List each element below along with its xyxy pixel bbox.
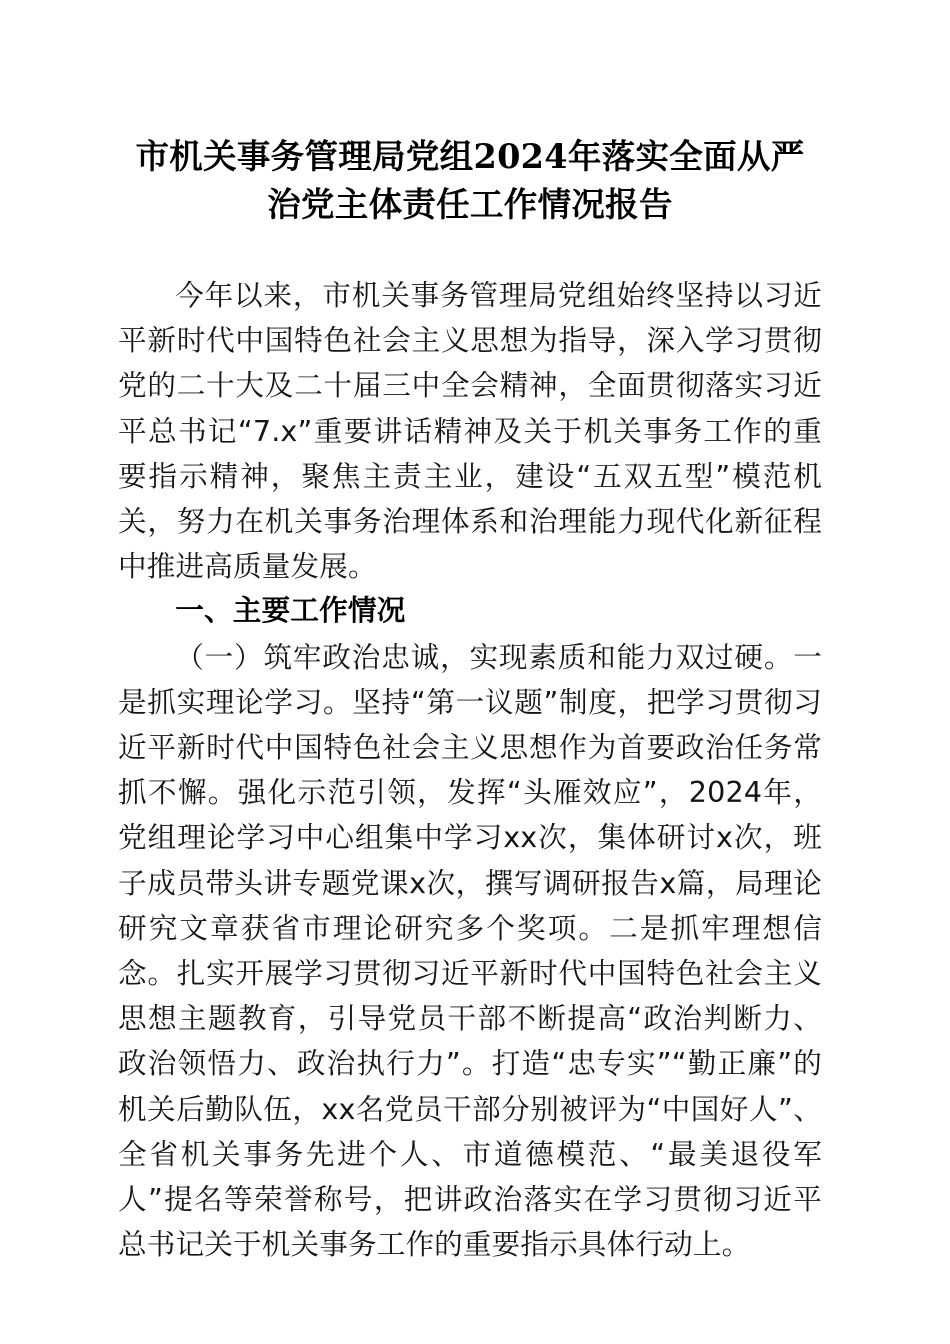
paragraph-subsection-one-a: （一）筑牢政治忠诚，实现素质和能力双过硬。一是抓实理论学习。坚持“第一议题”制度，把学习贯彻习近平新时代中国特色社会主义思想作为首要政治任务常抓不懈。强化示范引领，发挥“头雁效应”，2024年，党组理论学习中心组集中学习xx次，集体研讨x次，班子成员带头讲专题党课x次，撰写调研报告x篇，局理论研究文章获省市理论研究多个奖项。二是抓牢理想信念。扎实开展学习贯彻习近平新时代中国特色社会主义思想主题教育，引导党员干部不断提高“政治判断力、政治领悟力、政治执行力”。打造“忠专实”“勤正廉”的机关后勤队伍，xx名党员干部分别被评为“中国好人”、全省机关事务先进个人、市道德模范、“最美退役军人”提名等荣誉称号，把讲政治落实在学习贯彻习近平总书记关于机关事务工作的重要指示具体行动上。 (118, 639, 822, 1262)
page-title (118, 0, 822, 229)
paragraph-intro: 今年以来，市机关事务管理局党组始终坚持以习近平新时代中国特色社会主义思想为指导，深入学习贯彻党的二十大及二十届三中全会精神，全面贯彻落实习近平总书记“7.x”重要讲话精神及关于机关事务工作的重要指示精神，聚焦主责主业，建设“五双五型”模范机关，努力在机关事务治理体系和治理能力现代化新征程中推进高质量发展。 (118, 278, 822, 584)
document-content (118, 0, 822, 1267)
section-heading-main-work: 一、主要工作情况 (175, 595, 406, 628)
title-line-1: 市机关事务管理局党组2024年落实全面从严 (135, 137, 805, 176)
title-line-2: 治党主体责任工作情况报告 (267, 185, 673, 224)
